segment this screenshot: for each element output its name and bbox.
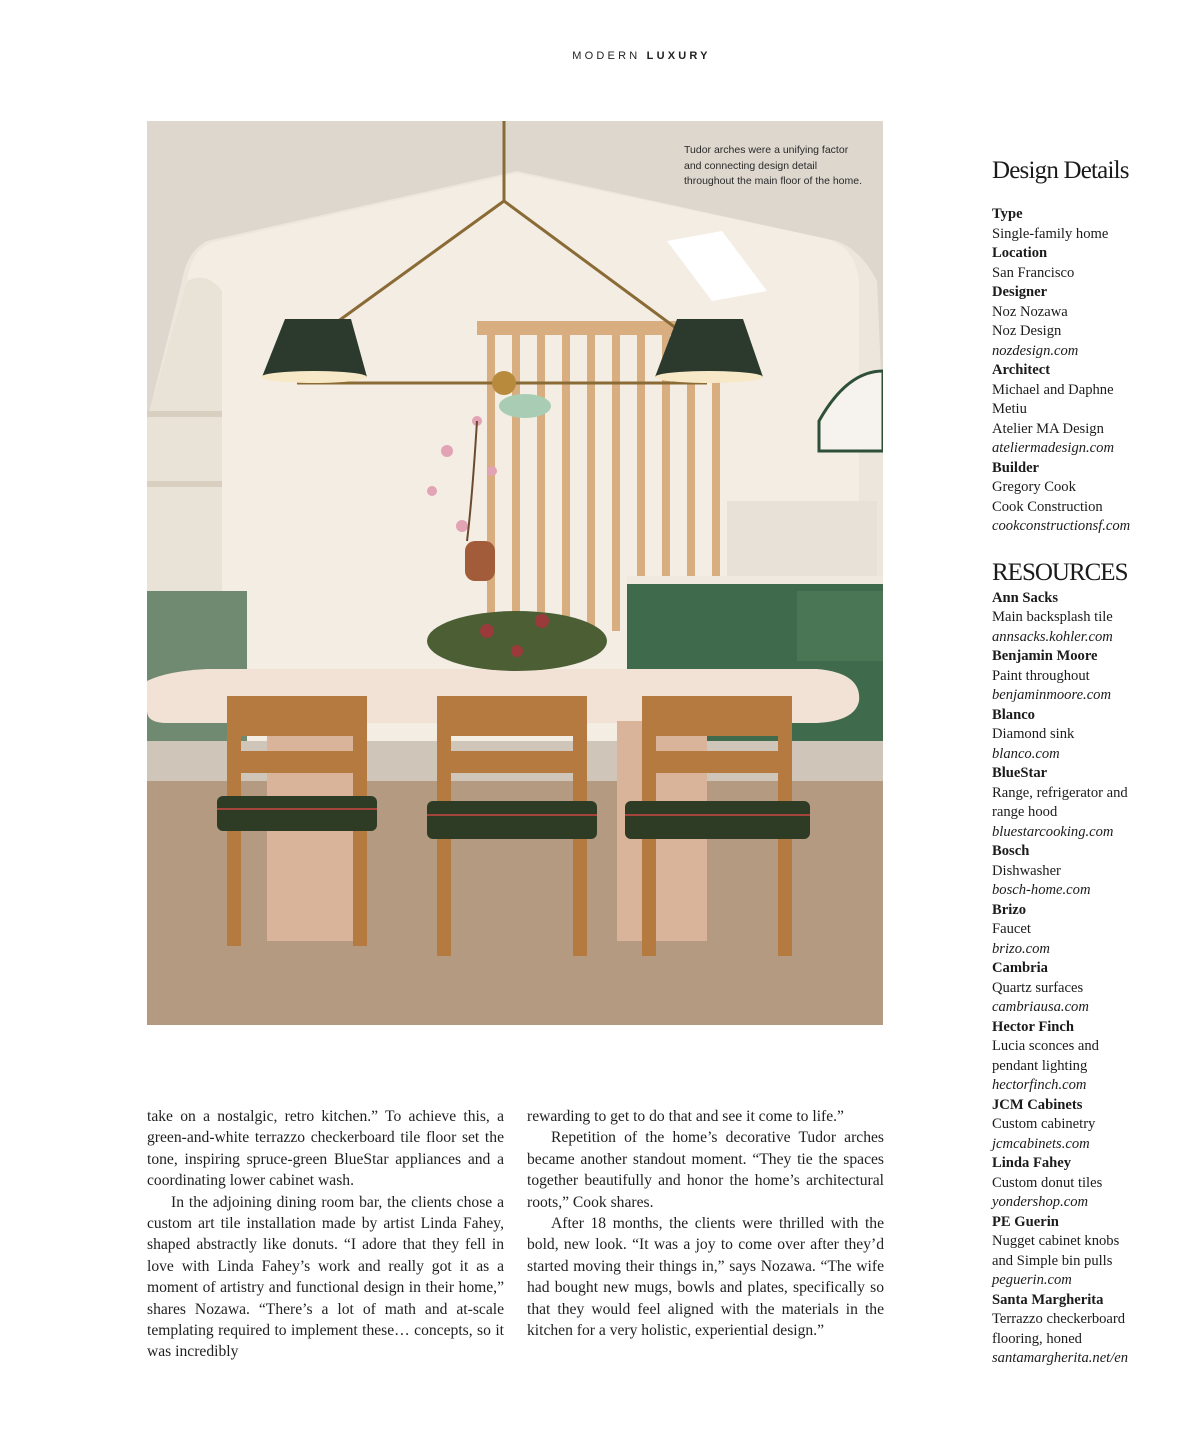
resource-value: Paint throughout [992, 667, 1090, 684]
resource-entry [992, 647, 1172, 706]
resource-label: Santa Margherita [992, 1291, 1104, 1308]
resource-url-link[interactable]: cambriausa.com [992, 999, 1089, 1015]
article-paragraph: After 18 months, the clients were thrilled with the bold, new look. “It was a joy to come over after they’d started moving their things in,” says Nozawa. “The wife had bought new mugs, bowls and plates, specifically so that they would feel aligned with the materials in the kitchen for a very holistic, experiential design.” [527, 1215, 884, 1340]
resource-label: Ann Sacks [992, 589, 1059, 606]
resource-url-link[interactable]: annsacks.kohler.com [992, 628, 1113, 645]
resource-value: Range, refrigerator and [992, 784, 1128, 801]
design-detail-url-link[interactable]: cookconstructionsf.com [992, 518, 1131, 534]
resource-label: Linda Fahey [992, 1155, 1072, 1171]
resource-entry [992, 959, 1172, 1018]
resource-url-link[interactable]: hectorfinch.com [992, 1077, 1087, 1093]
resource-label: Benjamin Moore [992, 648, 1098, 664]
resource-url-link[interactable]: bosch-home.com [992, 882, 1091, 898]
resources-list [992, 589, 1172, 1369]
design-detail-label: Location [992, 245, 1048, 261]
photo-caption: Tudor arches were a unifying factor and connecting design detail throughout the main floor of the home. [684, 144, 863, 187]
design-detail-value: Noz Design [992, 323, 1062, 339]
dining-room-illustration [147, 121, 883, 1025]
article-paragraph: take on a nostalgic, retro kitchen.” To achieve this, a green-and-white terrazzo checkerboard tile floor set the tone, inspiring spruce-green BlueStar appliances and a coordinating lower cabinet wash. [147, 1108, 504, 1190]
resource-label: Blanco [992, 706, 1035, 723]
masthead-light: MODERN [572, 50, 641, 62]
masthead [0, 50, 1200, 62]
resource-value: and Simple bin pulls [992, 1252, 1113, 1269]
resource-label: Hector Finch [992, 1018, 1075, 1035]
resource-entry [992, 842, 1172, 901]
resource-value: Main backsplash tile [992, 609, 1113, 625]
resource-value: Custom donut tiles [992, 1174, 1103, 1191]
resource-entry [992, 706, 1172, 765]
article-paragraph: rewarding to get to do that and see it come to life.” [527, 1108, 844, 1125]
resource-url-link[interactable]: brizo.com [992, 940, 1050, 957]
design-detail-value: Noz Nozawa [992, 303, 1068, 320]
article-column-2 [527, 1106, 884, 1341]
resource-value: range hood [992, 804, 1058, 820]
resource-url-link[interactable]: jcmcabinets.com [992, 1135, 1090, 1152]
dining-room-photo [147, 121, 883, 1025]
resource-entry [992, 1291, 1172, 1369]
resource-value: flooring, honed [992, 1330, 1082, 1347]
resource-entry [992, 1213, 1172, 1291]
article-paragraph: Repetition of the home’s decorative Tudor arches became another standout moment. “They tie the spaces together beautifully and honor the home’s architectural roots,” Cook shares. [527, 1129, 884, 1211]
resource-entry [992, 1154, 1172, 1213]
resource-value: Quartz surfaces [992, 979, 1084, 996]
resource-label: Cambria [992, 960, 1048, 976]
resource-entry [992, 1018, 1172, 1096]
design-detail-value: Single-family home [992, 225, 1109, 242]
design-detail-value: Michael and Daphne [992, 381, 1114, 398]
resource-value: Lucia sconces and [992, 1038, 1099, 1054]
resource-value: pendant lighting [992, 1057, 1088, 1074]
resource-value: Dishwasher [992, 862, 1061, 879]
design-detail-value: Metiu [992, 401, 1027, 417]
design-detail-entry [992, 205, 1172, 244]
design-detail-entry [992, 283, 1172, 361]
design-detail-url-link[interactable]: ateliermadesign.com [992, 440, 1114, 456]
resource-label: JCM Cabinets [992, 1096, 1083, 1113]
resource-value: Faucet [992, 921, 1031, 937]
resource-url-link[interactable]: peguerin.com [992, 1272, 1072, 1288]
design-detail-label: Builder [992, 459, 1040, 476]
resource-value: Nugget cabinet knobs [992, 1233, 1120, 1249]
resource-url-link[interactable]: blanco.com [992, 745, 1060, 762]
resource-url-link[interactable]: santamargherita.net/en [992, 1350, 1129, 1366]
resources-title: RESOURCES [992, 558, 1128, 586]
resource-value: Terrazzo checkerboard [992, 1311, 1126, 1327]
design-detail-value: Cook Construction [992, 498, 1103, 515]
article-column-1 [147, 1106, 504, 1363]
resource-url-link[interactable]: benjaminmoore.com [992, 687, 1112, 703]
design-detail-value: San Francisco [992, 264, 1075, 281]
resource-label: Bosch [992, 843, 1030, 859]
design-detail-label: Designer [992, 284, 1048, 300]
resource-label: BlueStar [992, 765, 1048, 781]
design-details-list [992, 205, 1172, 537]
design-detail-value: Gregory Cook [992, 479, 1076, 495]
resource-label: Brizo [992, 901, 1027, 918]
design-detail-entry [992, 361, 1172, 459]
design-detail-value: Atelier MA Design [992, 420, 1104, 437]
resource-url-link[interactable]: bluestarcooking.com [992, 823, 1114, 840]
design-detail-label: Type [992, 206, 1023, 222]
design-details-sidebar [992, 155, 1172, 1369]
design-detail-entry [992, 244, 1172, 283]
resource-entry [992, 901, 1172, 960]
resource-value: Custom cabinetry [992, 1116, 1096, 1132]
article-paragraph: In the adjoining dining room bar, the clients chose a custom art tile installation made by artist Linda Fahey, shaped abstractly like donuts. “I adore that they fell in love with Linda Fahey’s work and really got it as a moment of artistry and functional design in their home,” shares Nozawa. “There’s a lot of math and at-scale templating required to implement these… concepts, so it was incredibly [147, 1193, 504, 1361]
resource-label: PE Guerin [992, 1213, 1059, 1230]
resource-value: Diamond sink [992, 726, 1075, 742]
design-detail-label: Architect [992, 362, 1051, 378]
resource-entry [992, 1096, 1172, 1155]
resource-url-link[interactable]: yondershop.com [992, 1194, 1089, 1210]
masthead-bold: LUXURY [646, 50, 711, 62]
resource-entry [992, 764, 1172, 842]
resource-entry [992, 589, 1172, 648]
design-detail-url-link[interactable]: nozdesign.com [992, 342, 1079, 359]
design-details-title: Design Details [992, 157, 1129, 184]
design-detail-entry [992, 459, 1172, 537]
